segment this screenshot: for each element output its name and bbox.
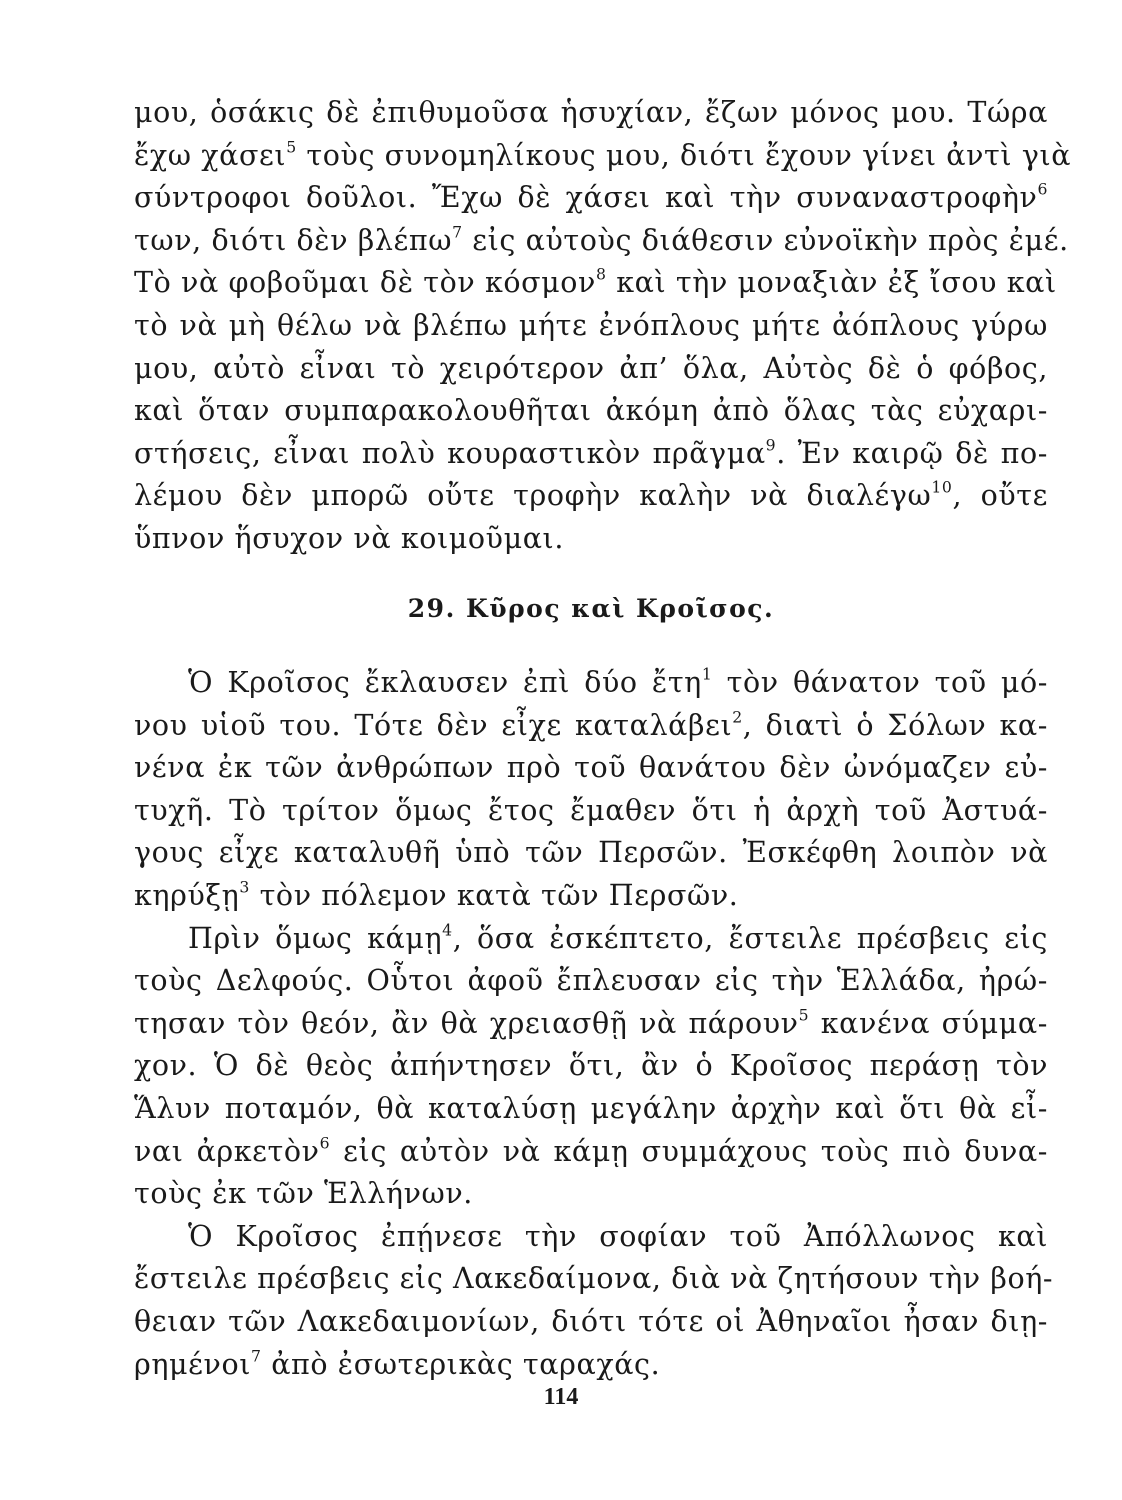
text-line: τοὺς Δελφούς. Οὗτοι ἀφοῦ ἔπλευσαν εἰς τὴν Ἑλλάδα, ἠρώ- <box>134 964 1048 998</box>
text-line: τοὺς ἐκ τῶν Ἑλλήνων. <box>134 1177 473 1211</box>
text-line: γους εἶχε καταλυθῆ ὑπὸ τῶν Περσῶν. Ἐσκέφθη λοιπὸν νὰ <box>134 836 1048 870</box>
text-line: τὸ νὰ μὴ θέλω νὰ βλέπω μήτε ἐνόπλους μήτε ἀόπλους γύρω <box>134 308 1048 342</box>
text-line: λέμου δὲν μπορῶ οὔτε τροφὴν καλὴν νὰ διαλέγω$^{10}$, οὔτε <box>134 477 1048 513</box>
footnote-marker: 5 <box>798 1005 810 1025</box>
text-line: Ὁ Κροῖσος ἔκλαυσεν ἐπὶ δύο ἔτη$^1$ τὸν θάνατον τοῦ μό- <box>188 664 1048 699</box>
section-heading: 29. Κῦρος καὶ Κροῖσος. <box>407 594 775 623</box>
footnote-marker: 4 <box>442 920 453 940</box>
footnote-marker: 6 <box>319 1133 331 1152</box>
text-line: Πρὶν ὅμως κάμῃ$^4$, ὅσα ἐσκέπτετο, ἔστειλε πρέσβεις εἰς <box>188 920 1048 955</box>
text-line: Τὸ νὰ φοβοῦμαι δὲ τὸν κόσμον$^8$ καὶ τὴν μοναξιὰν ἐξ ἴσου καὶ <box>134 264 1057 300</box>
footnote-marker: 7 <box>250 1345 262 1365</box>
text-line: θειαν τῶν Λακεδαιμονίων, διότι τότε οἱ Ἀθηναῖοι ἦσαν διῃ- <box>134 1304 1048 1338</box>
text-line: σύντροφοι δοῦλοι. Ἔχω δὲ χάσει καὶ τὴν συναναστροφὴν$^6$ <box>134 179 1048 215</box>
text-line: Ὁ Κροῖσος ἐπῄνεσε τὴν σοφίαν τοῦ Ἀπόλλωνος καὶ <box>188 1219 1048 1253</box>
text-line: ὕπνον ἥσυχον νὰ κοιμοῦμαι. <box>134 521 564 555</box>
page-number: 114 <box>543 1384 579 1410</box>
text-line: Ἅλυν ποταμόν, θὰ καταλύσῃ μεγάλην ἀρχὴν καὶ ὅτι θὰ εἶ- <box>134 1091 1048 1125</box>
footnote-marker: 8 <box>596 264 607 284</box>
text-line: καὶ ὅταν συμπαρακολουθῆται ἀκόμη ἀπὸ ὅλας τὰς εὐχαρι- <box>134 394 1048 428</box>
footnote-marker: 1 <box>701 664 713 684</box>
text-line: τυχῆ. Τὸ τρίτον ὅμως ἔτος ἔμαθεν ὅτι ἡ ἀρχὴ τοῦ Ἀστυά- <box>134 793 1048 827</box>
text-line: νου υἱοῦ του. Τότε δὲν εἶχε καταλάβει$^2$, διατὶ ὁ Σόλων κα- <box>134 707 1048 742</box>
text-line: ἔχω χάσει$^5$ τοὺς συνομηλίκους μου, διότι ἔχουν γίνει ἀντὶ γιὰ <box>134 137 1072 172</box>
text-line: ρημένοι$^7$ ἀπὸ ἐσωτερικὰς ταραχάς. <box>134 1345 661 1381</box>
footnote-marker: 2 <box>732 707 743 727</box>
text-line: μου, αὐτὸ εἶναι τὸ χειρότερον ἀπ’ ὅλα, Αὐτὸς δὲ ὁ φόβος, <box>134 351 1048 385</box>
footnote-marker: 6 <box>1037 179 1048 199</box>
text-line: των, διότι δὲν βλέπω$^7$ εἰς αὐτοὺς διάθεσιν εὐνοϊκὴν πρὸς ἐμέ. <box>134 222 1069 257</box>
text-line: μου, ὁσάκις δὲ ἐπιθυμοῦσα ἡσυχίαν, ἔζων μόνος μου. Τώρα <box>134 96 1048 129</box>
text-line: χον. Ὁ δὲ θεὸς ἀπήντησεν ὅτι, ἂν ὁ Κροῖσος περάσῃ τὸν <box>134 1049 1048 1083</box>
footnote-marker: 5 <box>286 137 297 157</box>
passage-continuation <box>134 92 1072 561</box>
footnote-marker: 9 <box>765 435 777 455</box>
text-line: ναι ἀρκετὸν$^6$ εἰς αὐτὸν νὰ κάμῃ συμμάχους τοὺς πιὸ δυνα- <box>134 1133 1048 1168</box>
section-body <box>134 662 1054 1386</box>
footnote-marker: 3 <box>239 877 250 897</box>
footnote-marker: 7 <box>452 222 463 242</box>
text-line: νένα ἐκ τῶν ἀνθρώπων πρὸ τοῦ θανάτου δὲν ὠνόμαζεν εὐ- <box>134 751 1048 785</box>
text-line: ἔστειλε πρέσβεις εἰς Λακεδαίμονα, διὰ νὰ ζητήσουν τὴν βοή- <box>134 1262 1054 1296</box>
text-line: τησαν τὸν θεόν, ἂν θὰ χρειασθῇ νὰ πάρουν$^5$ κανένα σύμμα- <box>134 1005 1048 1040</box>
text-line: στήσεις, εἶναι πολὺ κουραστικὸν πρᾶγμα$^9$. Ἐν καιρῷ δὲ πο- <box>134 435 1048 470</box>
footnote-marker: 10 <box>931 477 953 497</box>
text-line: κηρύξῃ$^3$ τὸν πόλεμον κατὰ τῶν Περσῶν. <box>134 877 739 912</box>
